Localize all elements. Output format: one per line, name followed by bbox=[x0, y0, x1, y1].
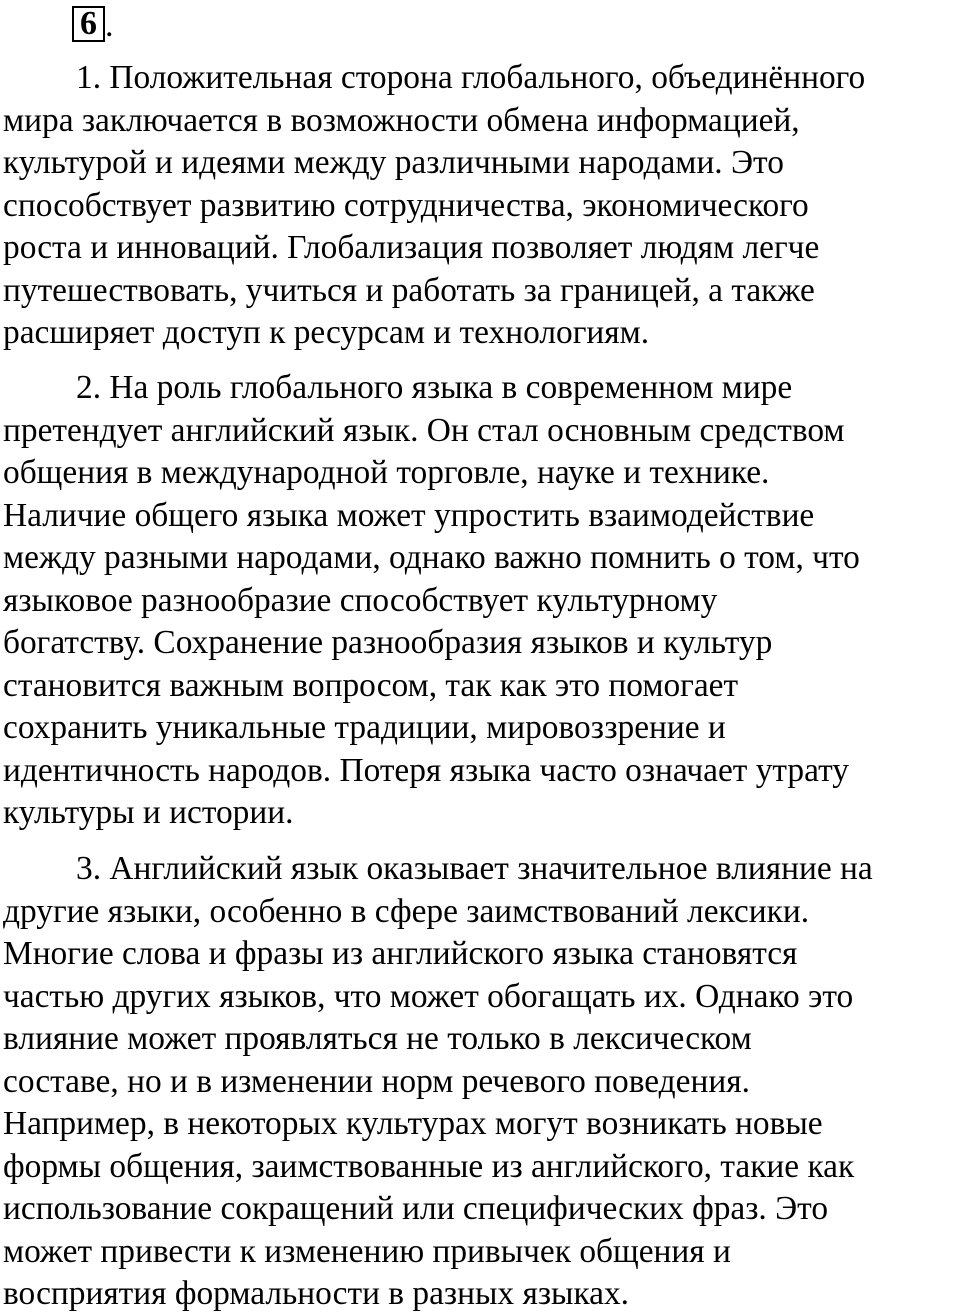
paragraph-1 bbox=[3, 57, 960, 355]
paragraph-line: Например, в некоторых культурах могут возникать новые bbox=[3, 1105, 823, 1142]
task-number-suffix: . bbox=[105, 7, 114, 44]
paragraph-line: способствует развитию сотрудничества, экономического bbox=[3, 186, 809, 224]
paragraph-line: 3. Английский язык оказывает значительное влияние на bbox=[76, 850, 873, 887]
paragraph-line: между разными народами, однако важно помнить о том, что bbox=[3, 539, 860, 576]
task-number-box: 6 bbox=[72, 6, 105, 42]
paragraph-line: языковое разнообразие способствует культурному bbox=[3, 581, 718, 619]
paragraph-line: Многие слова и фразы из английского языка становятся bbox=[3, 935, 798, 972]
task-number bbox=[72, 6, 114, 42]
paragraph-line: формы общения, заимствованные из английского, такие как bbox=[3, 1147, 855, 1185]
paragraph-line: расширяет доступ к ресурсам и технологиям. bbox=[3, 314, 650, 351]
paragraph-line: Наличие общего языка может упростить взаимодействие bbox=[3, 496, 815, 534]
paragraph-line: роста и инноваций. Глобализация позволяет людям легче bbox=[3, 229, 820, 266]
paragraph-line: сохранить уникальные традиции, мировоззрение и bbox=[3, 709, 726, 746]
paragraph-line: культурой и идеями между различными народами. Это bbox=[3, 144, 784, 181]
paragraph-line: идентичность народов. Потеря языка часто означает утрату bbox=[3, 751, 849, 789]
paragraph-line: может привести к изменению привычек общения и bbox=[3, 1232, 731, 1270]
paragraph-line: становится важным вопросом, так как это помогает bbox=[3, 666, 739, 704]
paragraph-line: 2. На роль глобального языка в современном мире bbox=[76, 369, 793, 406]
paragraph-3 bbox=[3, 848, 960, 1316]
paragraph-line: 1. Положительная сторона глобального, объединённого bbox=[76, 59, 866, 96]
paragraph-line: использование сокращений или специфических фраз. Это bbox=[3, 1190, 829, 1227]
paragraph-2 bbox=[3, 367, 960, 835]
paragraph-line: частью других языков, что может обогащать их. Однако это bbox=[3, 977, 854, 1015]
paragraph-line: общения в международной торговле, науке и технике. bbox=[3, 454, 770, 491]
paragraph-line: восприятия формальности в разных языках. bbox=[3, 1275, 630, 1312]
paragraph-line: претендует английский язык. Он стал основным средством bbox=[3, 411, 845, 449]
paragraph-line: другие языки, особенно в сфере заимствований лексики. bbox=[3, 892, 810, 930]
paragraph-line: богатству. Сохранение разнообразия языков и культур bbox=[3, 624, 773, 661]
paragraph-line: составе, но и в изменении норм речевого поведения. bbox=[3, 1062, 750, 1100]
paragraph-line: путешествовать, учиться и работать за границей, а также bbox=[3, 271, 815, 309]
paragraph-line: культуры и истории. bbox=[3, 794, 294, 831]
paragraph-line: влияние может проявляться не только в лексическом bbox=[3, 1020, 752, 1057]
paragraph-line: мира заключается в возможности обмена информацией, bbox=[3, 101, 800, 139]
